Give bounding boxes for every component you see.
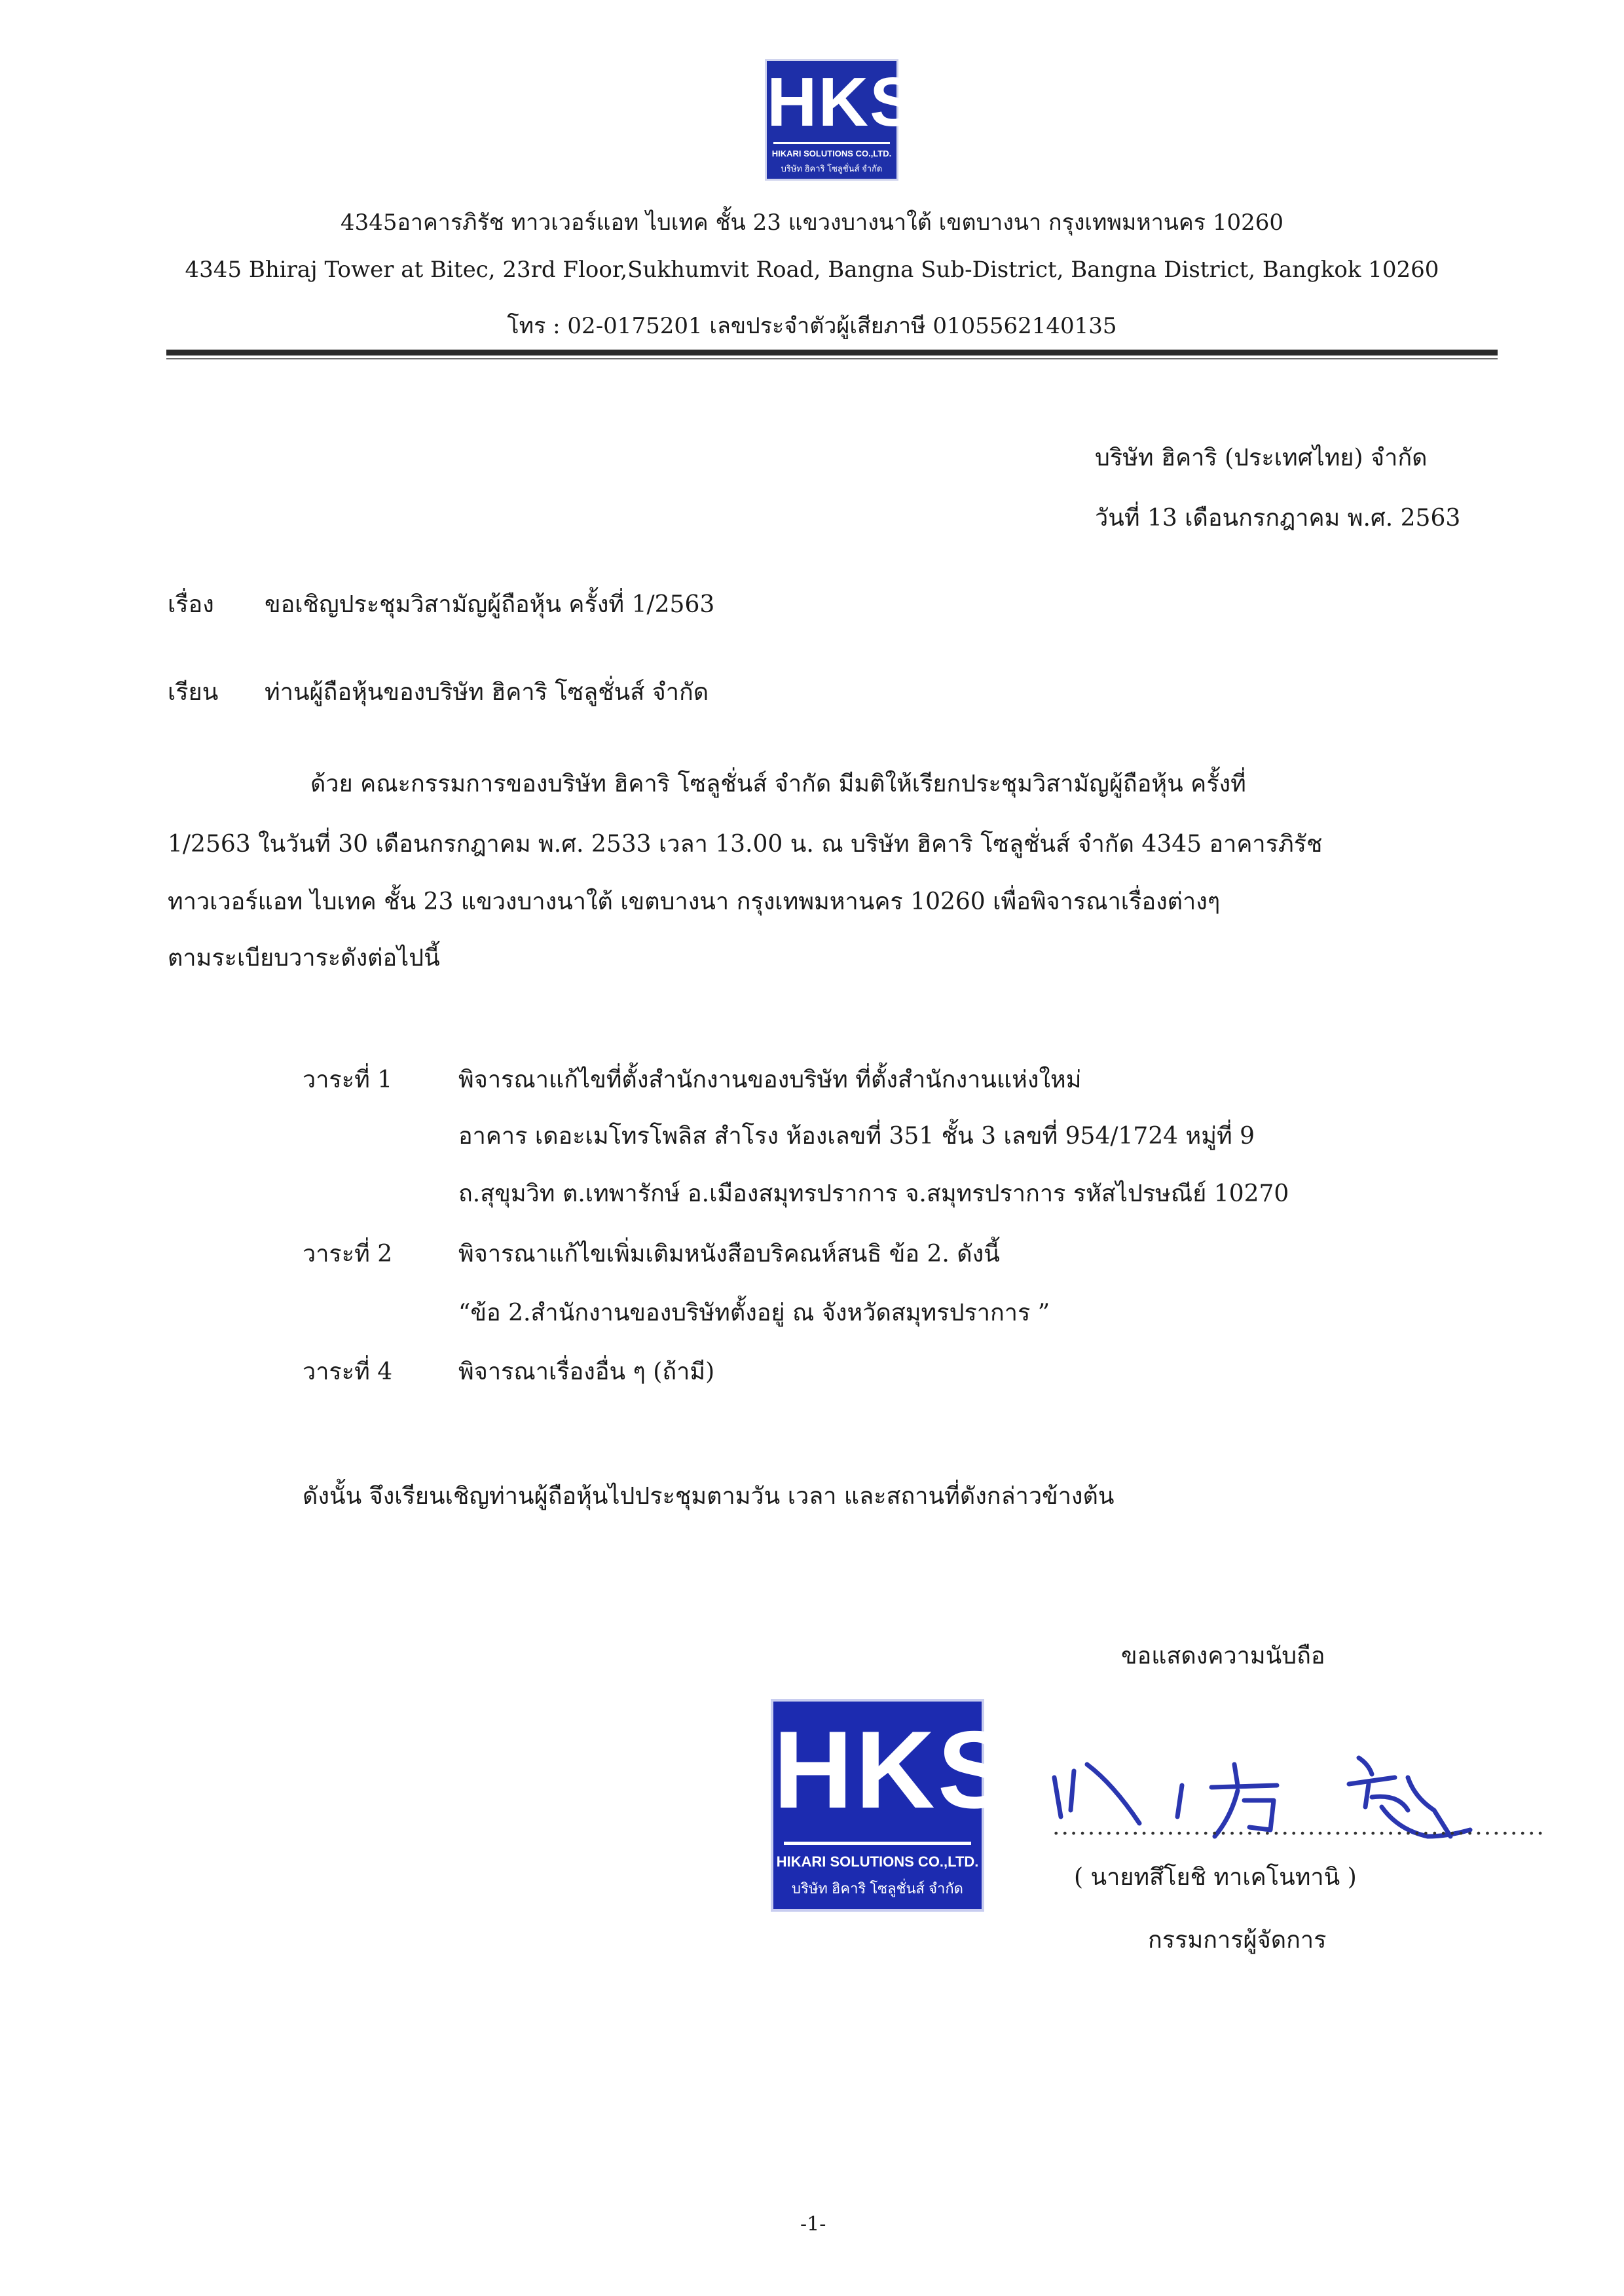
letterhead-address-en: 4345 Bhiraj Tower at Bitec, 23rd Floor,Sukhumvit Road, Bangna Sub-District, Bangna District, Bangkok 10260 (185, 257, 1439, 283)
subject-text: ขอเชิญประชุมวิสามัญผู้ถือหุ้น ครั้งที่ 1/2563 (265, 591, 715, 618)
regards-text: ขอแสดงความนับถือ (1121, 1643, 1325, 1669)
page-number: -1- (800, 2213, 826, 2236)
body-line: ตามระเบียบวาระดังต่อไปนี้ (168, 945, 440, 972)
agenda-line: อาคาร เดอะเมโทรโพลิส สำโรง ห้องเลขที่ 351 ชั้น 3 เลขที่ 954/1724 หมู่ที่ 9 (458, 1123, 1255, 1150)
logo-divider (773, 142, 890, 144)
logo-company-th: บริษัท ฮิคาริ โซลูชั่นส์ จำกัด (781, 164, 883, 173)
agenda-label: วาระที่ 1 (303, 1066, 393, 1093)
body-line: ด้วย คณะกรรมการของบริษัท ฮิคาริ โซลูชั่นส์ จำกัด มีมติให้เรียกประชุมวิสามัญผู้ถือหุ้น ครั้งที่ (310, 771, 1246, 797)
company-stamp (771, 1699, 1014, 1912)
signature-line: ........................................................ (1052, 1813, 1545, 1840)
company-logo (765, 59, 917, 181)
agenda-line: “ข้อ 2.สำนักงานของบริษัทตั้งอยู่ ณ จังหวัดสมุทรปราการ ” (458, 1300, 1050, 1326)
stamp-company-th: บริษัท ฮิคาริ โซลูชั่นส์ จำกัด (792, 1880, 963, 1897)
closing-text: ดังนั้น จึงเรียนเชิญท่านผู้ถือหุ้นไปประชุมตามวัน เวลา และสถานที่ดังกล่าวข้างต้น (303, 1483, 1115, 1510)
letterhead-phone-tax: โทร : 02-0175201 เลขประจำตัวผู้เสียภาษี 0105562140135 (507, 313, 1117, 339)
letterhead-address-th: 4345อาคารภิรัช ทาวเวอร์แอท ไบเทค ชั้น 23 แขวงบางนาใต้ เขตบางนา กรุงเทพมหานคร 10260 (340, 210, 1284, 236)
agenda-line: พิจารณาแก้ไขที่ตั้งสำนักงานของบริษัท ที่ตั้งสำนักงานแห่งใหม่ (458, 1066, 1082, 1093)
agenda-label: วาระที่ 4 (303, 1358, 393, 1385)
body-line: ทาวเวอร์แอท ไบเทค ชั้น 23 แขวงบางนาใต้ เขตบางนา กรุงเทพมหานคร 10260 เพื่อพิจารณาเรื่องต่างๆ (168, 888, 1221, 915)
recipient-label: เรียน (168, 679, 219, 706)
agenda-line: พิจารณาเรื่องอื่น ๆ (ถ้ามี) (458, 1358, 715, 1385)
stamp-company-en: HIKARI SOLUTIONS CO.,LTD. (776, 1853, 979, 1870)
body-line: 1/2563 ในวันที่ 30 เดือนกรกฎาคม พ.ศ. 2533 เวลา 13.00 น. ณ บริษัท ฮิคาริ โซลูชั่นส์ จำกัด 4345 อาคารภิรัช (168, 831, 1323, 858)
subject-label: เรื่อง (168, 591, 214, 618)
agenda-label: วาระที่ 2 (303, 1241, 393, 1267)
stamp-divider (784, 1842, 971, 1845)
logo-text: HKS (767, 64, 917, 141)
stamp-logo-text: HKS (773, 1708, 1014, 1831)
letterhead-rule-thin (166, 358, 1498, 359)
recipient-text: ท่านผู้ถือหุ้นของบริษัท ฮิคาริ โซลูชั่นส์ จำกัด (265, 679, 709, 706)
signatory-title: กรรมการผู้จัดการ (1148, 1927, 1327, 1954)
signatory-name: ( นายทสึโยชิ ทาเคโนทานิ ) (1074, 1864, 1357, 1891)
agenda-line: ถ.สุขุมวิท ต.เทพารักษ์ อ.เมืองสมุทรปราการ จ.สมุทรปราการ รหัสไปรษณีย์ 10270 (458, 1180, 1289, 1207)
letter-date: วันที่ 13 เดือนกรกฎาคม พ.ศ. 2563 (1095, 505, 1461, 532)
sender-company: บริษัท ฮิคาริ (ประเทศไทย) จำกัด (1095, 445, 1428, 471)
logo-company-en: HIKARI SOLUTIONS CO.,LTD. (771, 149, 892, 158)
agenda-line: พิจารณาแก้ไขเพิ่มเติมหนังสือบริคณห์สนธิ ข้อ 2. ดังนี้ (458, 1241, 1000, 1267)
letterhead-rule (166, 350, 1498, 355)
